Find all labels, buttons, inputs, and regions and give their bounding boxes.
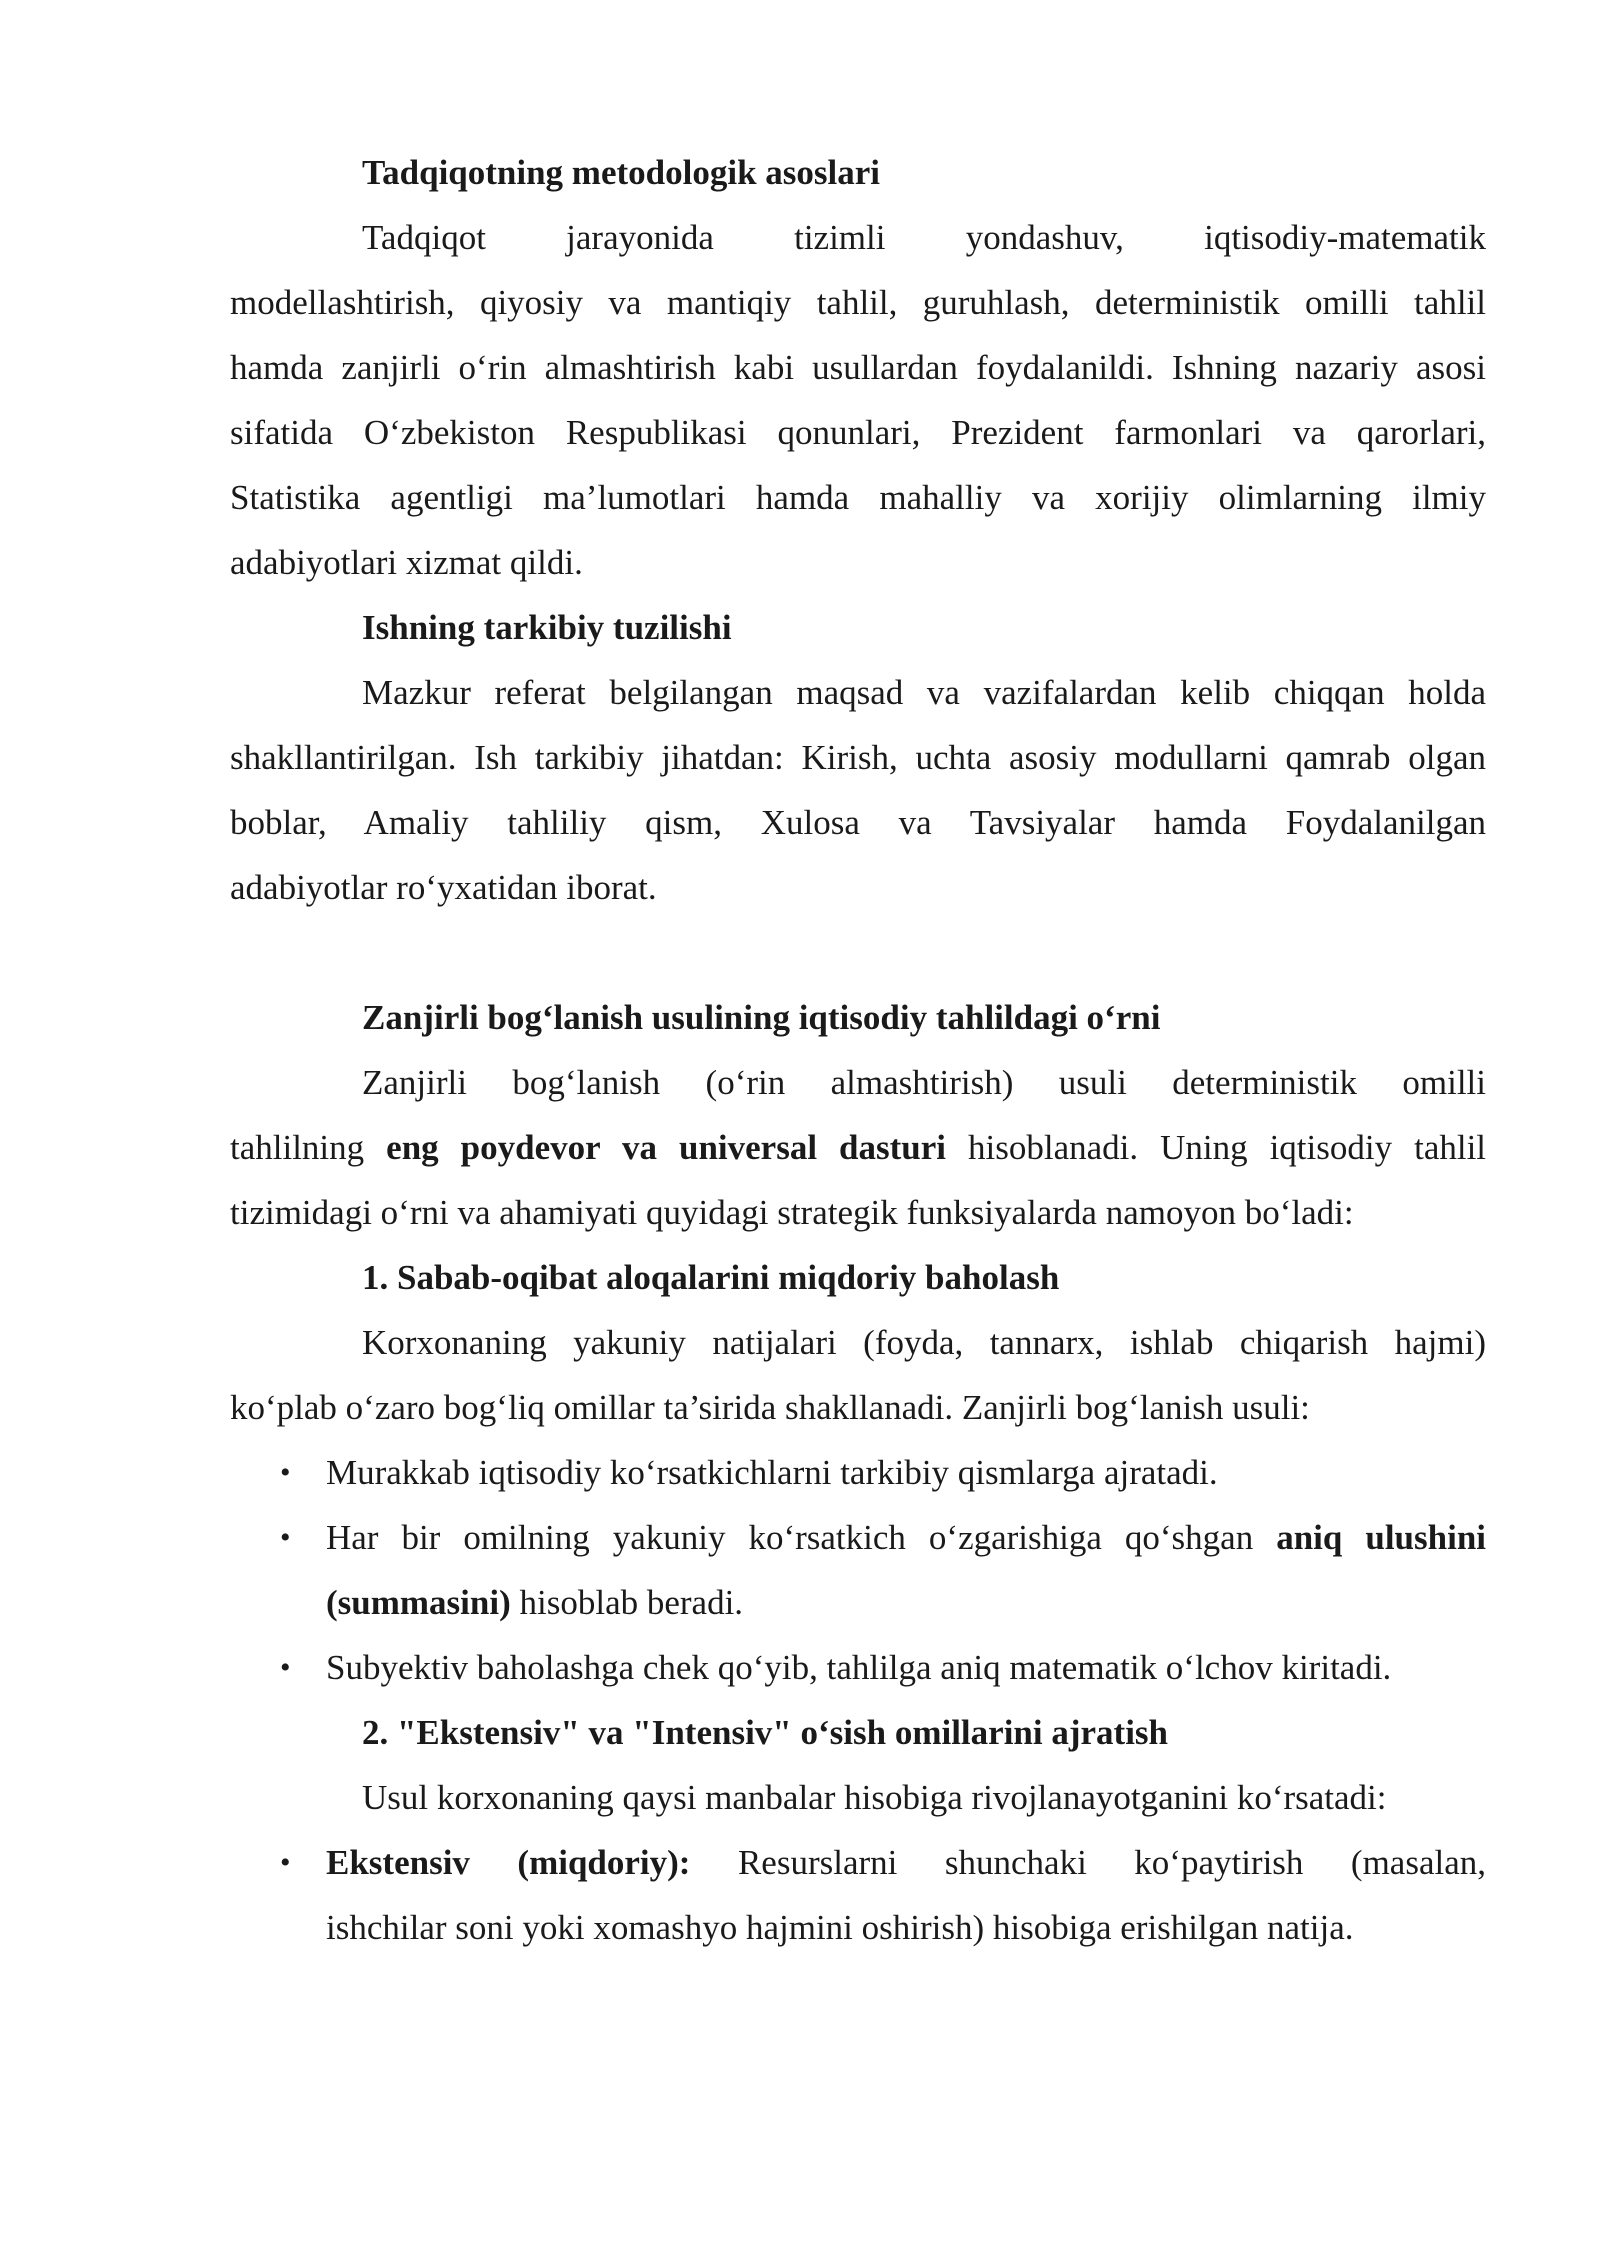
- paragraph-line: adabiyotlari xizmat qildi.: [230, 543, 583, 582]
- paragraph-line: sifatida O‘zbekiston Respublikasi qonunlari, Prezident farmonlari va qarorlari,: [230, 413, 1486, 452]
- section-heading-methodology: Tadqiqotning metodologik asoslari: [362, 153, 881, 192]
- paragraph-line: [230, 1115, 1486, 1180]
- paragraph-line: shakllantirilgan. Ish tarkibiy jihatdan: Kirish, uchta asosiy modullarni qamrab olgan: [230, 738, 1486, 777]
- list-item: [230, 1830, 1486, 1895]
- list-item-continuation: [230, 1570, 1486, 1635]
- list-item: [230, 1635, 1486, 1700]
- bullet-icon: •: [280, 1456, 291, 1489]
- paragraph-line: Mazkur referat belgilangan maqsad va vazifalardan kelib chiqqan holda: [362, 673, 1486, 712]
- paragraph-line: adabiyotlar ro‘yxatidan iborat.: [230, 868, 657, 907]
- list-item: [230, 1505, 1486, 1570]
- list-item-continuation: ishchilar soni yoki xomashyo hajmini oshirish) hisobiga erishilgan natija.: [326, 1908, 1354, 1947]
- paragraph-line: modellashtirish, qiyosiy va mantiqiy tahlil, guruhlash, deterministik omilli tahlil: [230, 283, 1486, 322]
- list-item: [230, 1440, 1486, 1505]
- blank-line: [230, 920, 1486, 985]
- list-item-text: Resurslarni shunchaki ko‘paytirish (masalan,: [690, 1843, 1486, 1882]
- bullet-icon: •: [280, 1846, 291, 1879]
- paragraph-line: ko‘plab o‘zaro bog‘liq omillar ta’sirida shakllanadi. Zanjirli bog‘lanish usuli:: [230, 1388, 1310, 1427]
- paragraph-line: boblar, Amaliy tahliliy qism, Xulosa va Tavsiyalar hamda Foydalanilgan: [230, 803, 1486, 842]
- bullet-icon: •: [280, 1651, 291, 1684]
- document-body: [230, 140, 1486, 1960]
- list-item-text: Murakkab iqtisodiy ko‘rsatkichlarni tarkibiy qismlarga ajratadi.: [326, 1453, 1218, 1492]
- paragraph-line: Statistika agentligi ma’lumotlari hamda mahalliy va xorijiy olimlarning ilmiy: [230, 478, 1486, 517]
- paragraph-line: hamda zanjirli o‘rin almashtirish kabi usullardan foydalanildi. Ishning nazariy asosi: [230, 348, 1486, 387]
- bold-text: eng poydevor va universal dasturi: [386, 1128, 947, 1167]
- bullet-icon: •: [280, 1521, 291, 1554]
- section-heading-chain-method: Zanjirli bog‘lanish usulining iqtisodiy tahlildagi o‘rni: [362, 998, 1161, 1037]
- paragraph-line: tizimidagi o‘rni va ahamiyati quyidagi strategik funksiyalarda namoyon bo‘ladi:: [230, 1193, 1354, 1232]
- list-item-text: Har bir omilning yakuniy ko‘rsatkich o‘zgarishiga qo‘shgan: [326, 1518, 1277, 1557]
- bold-text: Ekstensiv (miqdoriy):: [326, 1843, 691, 1882]
- paragraph-line: Korxonaning yakuniy natijalari (foyda, tannarx, ishlab chiqarish hajmi): [362, 1323, 1486, 1362]
- bold-text: (summasini): [326, 1583, 511, 1622]
- paragraph-line: Tadqiqot jarayonida tizimli yondashuv, iqtisodiy-matematik: [362, 218, 1486, 257]
- list-item-text: Subyektiv baholashga chek qo‘yib, tahlilga aniq matematik o‘lchov kiritadi.: [326, 1648, 1392, 1687]
- list-item-text: hisoblab beradi.: [510, 1583, 744, 1622]
- section-heading-structure: Ishning tarkibiy tuzilishi: [362, 608, 732, 647]
- subheading-cause-effect: 1. Sabab-oqibat aloqalarini miqdoriy baholash: [362, 1258, 1060, 1297]
- subheading-growth-factors: 2. "Ekstensiv" va "Intensiv" o‘sish omillarini ajratish: [362, 1713, 1169, 1752]
- paragraph-line: Zanjirli bog‘lanish (o‘rin almashtirish) usuli deterministik omilli: [362, 1063, 1486, 1102]
- text-span: tahlilning: [230, 1128, 387, 1167]
- text-span: hisoblanadi. Uning iqtisodiy tahlil: [946, 1128, 1486, 1167]
- bold-text: aniq ulushini: [1276, 1518, 1486, 1557]
- paragraph-line: Usul korxonaning qaysi manbalar hisobiga rivojlanayotganini ko‘rsatadi:: [362, 1778, 1387, 1817]
